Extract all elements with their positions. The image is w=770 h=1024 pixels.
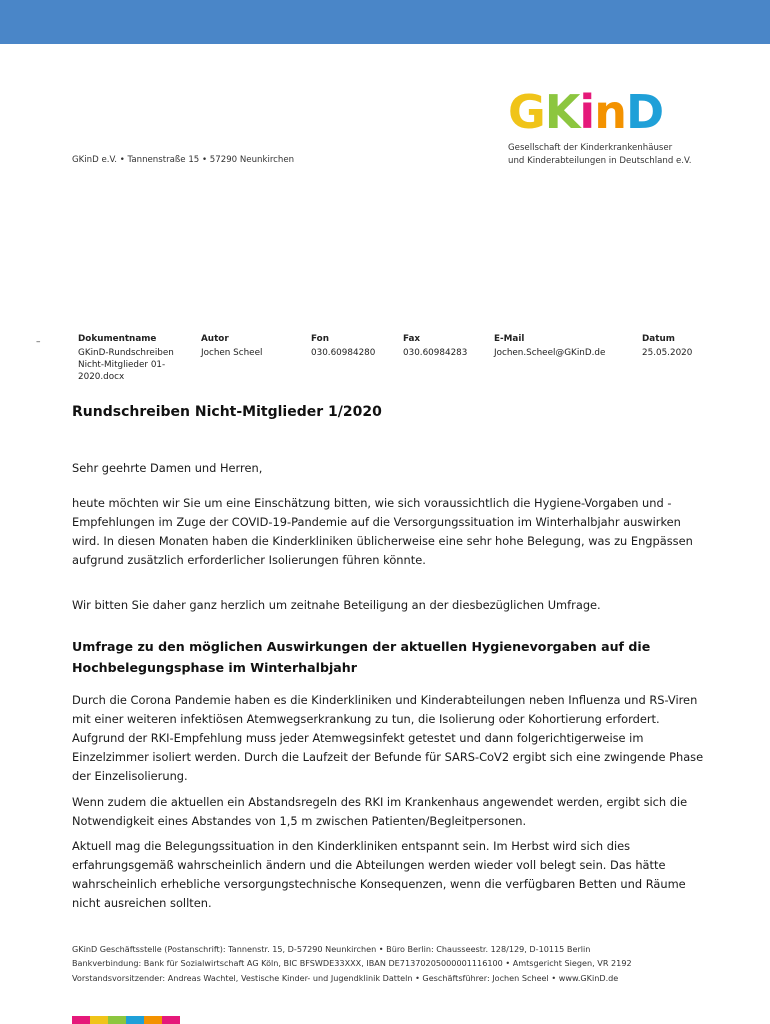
tagline-line-1: Gesellschaft der Kinderkrankenhäuser (508, 143, 673, 153)
meta-date-label: Datum (642, 334, 675, 344)
color-segment (90, 1016, 108, 1024)
meta-author-value: Jochen Scheel (201, 348, 263, 358)
meta-fax-label: Fax (403, 334, 421, 344)
color-segment (162, 1016, 180, 1024)
meta-date (642, 333, 692, 359)
logo-letter-i: i (579, 85, 595, 139)
gkind-logo (508, 85, 664, 139)
salutation: Sehr geehrte Damen und Herren, (72, 461, 263, 475)
header-bar (0, 0, 770, 44)
meta-document-label: Dokumentname (78, 334, 157, 344)
footer-line-2: Bankverbindung: Bank für Sozialwirtschaft AG Köln, BIC BFSWDE33XXX, IBAN DE71370205000001116100 • Amtsgericht Siegen, VR 2192 (72, 958, 632, 969)
meta-fax-value: 030.60984283 (403, 348, 468, 358)
logo-letter-d: D (625, 85, 664, 139)
meta-email-label: E-Mail (494, 334, 525, 344)
color-segment (144, 1016, 162, 1024)
meta-email (494, 333, 605, 359)
color-segment (108, 1016, 126, 1024)
footer-color-bar (72, 1016, 180, 1024)
paragraph-pandemic: Durch die Corona Pandemie haben es die Kinderkliniken und Kinderabteilungen neben Influenza und RS-Viren mit einer weiteren infektiösen Atemwegserkrankung zu tun, die Isolierung oder Kohortierung erfordert. Aufgrund der RKI-Empfehlung muss jeder Atemwegsinfekt getestet und dann folgerichtigerweise im Einzelzimmer isoliert werden. Durch die Laufzeit der Befunde für SARS-CoV2 ergibt sich eine zwingende Phase der Einzelisolierung. (72, 693, 704, 783)
logo-letter-g: G (508, 85, 545, 139)
color-segment (72, 1016, 90, 1024)
footer (72, 942, 632, 985)
meta-phone (311, 333, 375, 359)
meta-date-value: 25.05.2020 (642, 348, 693, 358)
logo-letter-n: n (594, 85, 626, 139)
logo-letter-k: K (544, 85, 580, 139)
section-heading: Umfrage zu den möglichen Auswirkungen der aktuellen Hygienevorgaben auf die Hochbelegungsphase im Winterhalbjahr (72, 639, 651, 675)
meta-email-value: Jochen.Scheel@GKinD.de (494, 348, 606, 358)
document-title: Rundschreiben Nicht-Mitglieder 1/2020 (72, 404, 382, 420)
fold-mark: – (36, 337, 41, 347)
meta-phone-value: 030.60984280 (311, 348, 376, 358)
footer-line-3: Vorstandsvorsitzender: Andreas Wachtel, Vestische Kinder- und Jugendklinik Datteln • Geschäftsführer: Jochen Scheel • www.GKinD.de (72, 972, 619, 983)
paragraph-intro: heute möchten wir Sie um eine Einschätzung bitten, wie sich voraussichtlich die Hygiene-Vorgaben und -Empfehlungen im Zuge der COVID-19-Pandemie auf die Versorgungssituation im Winterhalbjahr auswirken wird. In diesen Monaten haben die Kinderkliniken üblicherweise eine sehr hohe Belegung, was zu Engpässen aufgrund zusätzlich erforderlicher Isolierungen führen könnte. (72, 496, 693, 567)
sender-address: GKinD e.V. • Tannenstraße 15 • 57290 Neunkirchen (72, 155, 295, 165)
tagline-line-2: und Kinderabteilungen in Deutschland e.V. (508, 156, 692, 166)
paragraph-distance: Wenn zudem die aktuellen ein Abstandsregeln des RKI im Krankenhaus angewendet werden, ergibt sich die Notwendigkeit eines Abstandes von 1,5 m zwischen Patienten/Begleitpersonen. (72, 795, 688, 828)
meta-fax (403, 333, 467, 359)
color-segment (126, 1016, 144, 1024)
meta-author-label: Autor (201, 334, 229, 344)
meta-phone-label: Fon (311, 334, 329, 344)
paragraph-outlook: Aktuell mag die Belegungssituation in den Kinderkliniken entspannt sein. Im Herbst wird sich dies erfahrungsgemäß wahrscheinlich ändern und die Abteilungen werden wieder voll belegt sein. Das hätte wahrscheinlich erhebliche versorgungstechnische Konsequenzen, wenn die verfügbaren Betten und Räume nicht ausreichen sollten. (72, 839, 686, 910)
footer-line-1: GKinD Geschäftsstelle (Postanschrift): Tannenstr. 15, D-57290 Neunkirchen • Büro Berlin: Chausseestr. 128/129, D-10115 Berlin (72, 944, 591, 954)
meta-document-value: GKinD-Rundschreiben Nicht-Mitglieder 01- 2020.docx (78, 348, 174, 382)
logo-tagline (508, 142, 692, 168)
meta-document (78, 333, 196, 383)
paragraph-request: Wir bitten Sie daher ganz herzlich um zeitnahe Beteiligung an der diesbezüglichen Umfrage. (72, 598, 601, 612)
meta-author (201, 333, 262, 359)
